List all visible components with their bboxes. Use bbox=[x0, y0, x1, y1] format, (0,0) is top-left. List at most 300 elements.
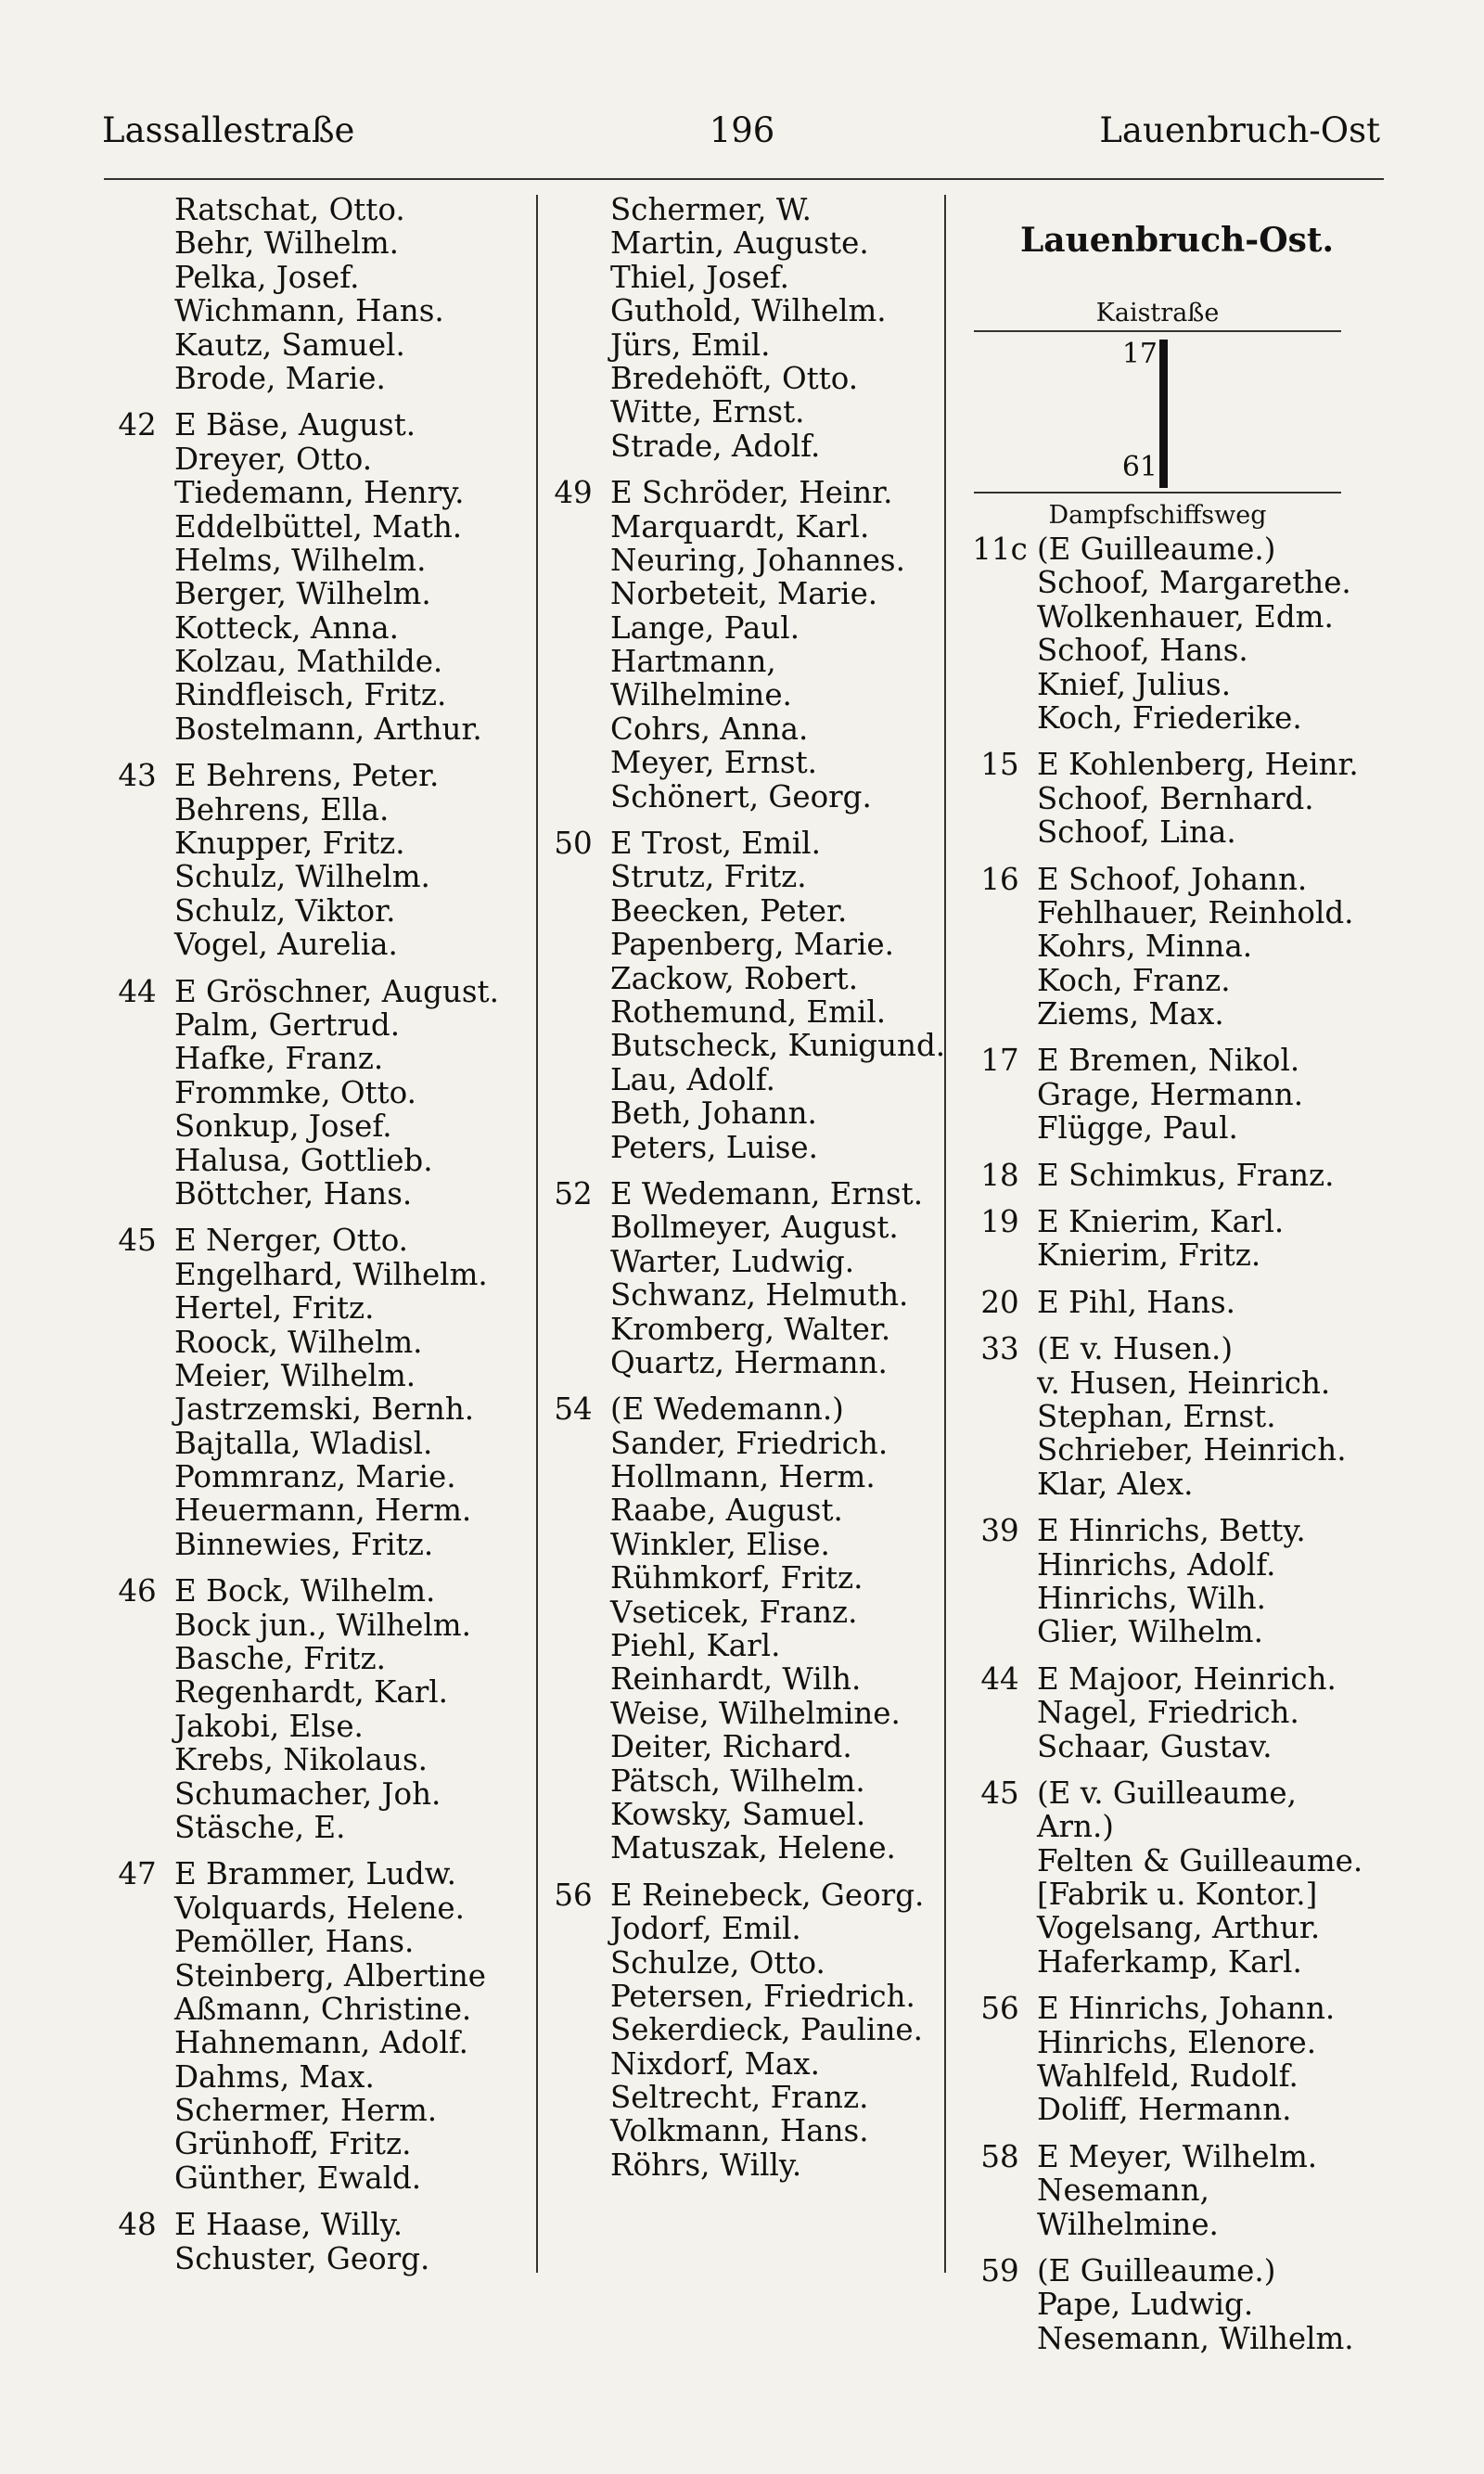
resident-name: Wolkenhauer, Edm. bbox=[1037, 598, 1334, 635]
house-number bbox=[536, 1131, 610, 1164]
page-number: 196 bbox=[709, 110, 775, 150]
house-number bbox=[536, 2047, 610, 2081]
directory-entry bbox=[100, 408, 536, 442]
house-number bbox=[963, 1878, 1037, 1911]
house-number bbox=[536, 328, 610, 362]
resident-name: Neuring, Johannes. bbox=[610, 542, 905, 578]
resident-name: Kotteck, Anna. bbox=[174, 609, 399, 646]
directory-entry bbox=[100, 1959, 536, 1993]
resident-name: Schoof, Hans. bbox=[1037, 633, 1248, 669]
directory-entry bbox=[100, 1811, 536, 1844]
directory-entry bbox=[100, 611, 536, 645]
resident-name: Schuster, Georg. bbox=[174, 2240, 430, 2276]
resident-name: Hafke, Franz. bbox=[174, 1041, 384, 1077]
house-number bbox=[963, 1945, 1037, 1979]
resident-name: Röhrs, Willy. bbox=[610, 2147, 802, 2183]
resident-name: Sonkup, Josef. bbox=[174, 1109, 392, 1145]
directory-entry bbox=[963, 1992, 1391, 2025]
resident-name: Rühmkorf, Fritz. bbox=[610, 1560, 864, 1596]
resident-name: Brode, Marie. bbox=[174, 360, 386, 396]
directory-entry bbox=[536, 1764, 963, 1798]
house-number: 20 bbox=[980, 1284, 1019, 1320]
resident-name: E Schröder, Heinr. bbox=[610, 475, 893, 511]
resident-name: Schumacher, Joh. bbox=[174, 1775, 441, 1812]
directory-entry bbox=[100, 2060, 536, 2094]
house-number bbox=[536, 928, 610, 961]
directory-entry bbox=[963, 1878, 1391, 1911]
house-number bbox=[100, 678, 174, 711]
resident-name: Wichmann, Hans. bbox=[174, 293, 444, 329]
house-number bbox=[536, 1662, 610, 1696]
directory-entry bbox=[100, 2208, 536, 2241]
house-number bbox=[536, 1697, 610, 1730]
house-number: 33 bbox=[980, 1331, 1019, 1367]
resident-name: Koch, Franz. bbox=[1037, 962, 1231, 998]
house-number bbox=[536, 544, 610, 577]
house-number: 18 bbox=[980, 1157, 1019, 1193]
resident-name: Piehl, Karl. bbox=[610, 1628, 781, 1664]
house-number bbox=[100, 1642, 174, 1675]
directory-entry bbox=[963, 1332, 1391, 1365]
directory-entry bbox=[100, 928, 536, 961]
directory-entry bbox=[963, 896, 1391, 929]
house-number bbox=[100, 1925, 174, 1958]
resident-name: Knierim, Fritz. bbox=[1037, 1237, 1261, 1274]
directory-entry bbox=[963, 1514, 1391, 1547]
resident-name: Kolzau, Mathilde. bbox=[174, 644, 443, 680]
resident-name: Nesemann, bbox=[1037, 2173, 1209, 2209]
directory-entry bbox=[963, 1945, 1391, 1979]
resident-name: E Trost, Emil. bbox=[610, 826, 821, 862]
section-rule-2 bbox=[974, 492, 1341, 494]
directory-entry bbox=[100, 577, 536, 610]
house-number bbox=[536, 226, 610, 260]
directory-entry bbox=[100, 827, 536, 860]
directory-entry bbox=[963, 1844, 1391, 1878]
resident-name: Beth, Johann. bbox=[610, 1096, 817, 1132]
resident-name: Berger, Wilhelm. bbox=[174, 576, 431, 612]
resident-name: Kromberg, Walter. bbox=[610, 1311, 891, 1347]
house-number bbox=[963, 1911, 1037, 1944]
range-from: 17 bbox=[1121, 338, 1158, 370]
directory-entry bbox=[536, 928, 963, 961]
directory-entry bbox=[536, 429, 963, 463]
house-number: 45 bbox=[980, 1775, 1019, 1811]
resident-name: Hartmann, bbox=[610, 644, 776, 680]
house-number bbox=[536, 611, 610, 645]
resident-name: Knief, Julius. bbox=[1037, 666, 1232, 702]
house-number bbox=[536, 1211, 610, 1244]
directory-entry bbox=[100, 1675, 536, 1709]
house-number bbox=[100, 1427, 174, 1460]
directory-entry bbox=[100, 328, 536, 362]
house-number bbox=[100, 2161, 174, 2195]
directory-entry bbox=[100, 1291, 536, 1325]
directory-entry bbox=[536, 294, 963, 327]
resident-name: E Schoof, Johann. bbox=[1037, 861, 1308, 897]
directory-entry bbox=[963, 2173, 1391, 2207]
resident-name: E Hinrichs, Betty. bbox=[1037, 1513, 1306, 1549]
directory-entry bbox=[536, 1096, 963, 1130]
resident-name: Eddelbüttel, Math. bbox=[174, 508, 463, 545]
house-number bbox=[963, 2288, 1037, 2321]
house-number: 56 bbox=[554, 1877, 593, 1913]
directory-entry bbox=[100, 1224, 536, 1257]
directory-entry bbox=[963, 1286, 1391, 1319]
directory-entry bbox=[536, 1528, 963, 1561]
directory-entry bbox=[963, 1615, 1391, 1648]
house-number bbox=[536, 362, 610, 395]
house-number bbox=[100, 193, 174, 226]
directory-entry bbox=[536, 226, 963, 260]
column-1 bbox=[100, 193, 536, 2275]
directory-entry bbox=[536, 1313, 963, 1346]
house-number bbox=[963, 1366, 1037, 1400]
house-number bbox=[963, 929, 1037, 963]
column-3 bbox=[963, 532, 1391, 2355]
house-number bbox=[100, 611, 174, 645]
directory-entry bbox=[100, 476, 536, 509]
house-number bbox=[100, 1392, 174, 1426]
directory-entry bbox=[536, 193, 963, 226]
directory-entry bbox=[963, 2288, 1391, 2321]
house-number bbox=[100, 1993, 174, 2026]
house-number bbox=[100, 712, 174, 746]
resident-name: E Nerger, Otto. bbox=[174, 1223, 409, 1259]
house-number bbox=[100, 226, 174, 260]
house-number bbox=[100, 2242, 174, 2275]
resident-name: Roock, Wilhelm. bbox=[174, 1324, 423, 1360]
directory-entry bbox=[536, 712, 963, 746]
directory-entry bbox=[536, 1831, 963, 1865]
house-number: 11c bbox=[972, 532, 1028, 567]
directory-entry bbox=[963, 1911, 1391, 1944]
directory-entry bbox=[100, 1777, 536, 1811]
directory-entry bbox=[100, 2161, 536, 2195]
resident-name: (E Wedemann.) bbox=[610, 1391, 844, 1428]
resident-name: (E Guilleaume.) bbox=[1037, 2252, 1276, 2288]
resident-name: E Reinebeck, Georg. bbox=[610, 1877, 925, 1913]
house-number bbox=[536, 780, 610, 814]
resident-name: Lange, Paul. bbox=[610, 609, 800, 646]
directory-entry bbox=[536, 510, 963, 544]
directory-entry bbox=[100, 1891, 536, 1925]
house-number bbox=[963, 1078, 1037, 1111]
house-number bbox=[100, 793, 174, 827]
house-number: 54 bbox=[554, 1391, 593, 1428]
house-number bbox=[536, 261, 610, 294]
house-number: 58 bbox=[980, 2138, 1019, 2174]
directory-entry bbox=[963, 1111, 1391, 1145]
house-number bbox=[100, 1811, 174, 1844]
directory-entry bbox=[963, 2026, 1391, 2059]
house-number bbox=[536, 1029, 610, 1062]
directory-entry bbox=[100, 1392, 536, 1426]
resident-name: Strade, Adolf. bbox=[610, 428, 821, 464]
resident-name: Jastrzemski, Bernh. bbox=[174, 1391, 475, 1428]
directory-entry bbox=[536, 1493, 963, 1527]
house-number bbox=[536, 395, 610, 429]
resident-name: Schoof, Bernhard. bbox=[1037, 780, 1314, 816]
resident-name: Halusa, Gottlieb. bbox=[174, 1142, 433, 1178]
directory-entry bbox=[963, 2140, 1391, 2173]
resident-name: Frommke, Otto. bbox=[174, 1074, 416, 1110]
directory-entry bbox=[536, 645, 963, 678]
directory-entry bbox=[100, 1493, 536, 1527]
directory-entry bbox=[963, 566, 1391, 599]
resident-name: v. Husen, Heinrich. bbox=[1037, 1365, 1331, 1401]
house-number: 44 bbox=[118, 973, 157, 1009]
directory-entry bbox=[963, 815, 1391, 849]
range-to: 61 bbox=[1121, 451, 1158, 483]
directory-entry bbox=[963, 1582, 1391, 1615]
directory-entry bbox=[536, 1980, 963, 2013]
directory-entry bbox=[100, 2026, 536, 2059]
directory-entry bbox=[100, 2094, 536, 2127]
directory-entry bbox=[963, 2093, 1391, 2126]
house-number bbox=[536, 678, 610, 711]
resident-name: Cohrs, Anna. bbox=[610, 711, 809, 747]
directory-entry bbox=[963, 748, 1391, 781]
resident-name: Ratschat, Otto. bbox=[174, 192, 405, 227]
resident-name: Jakobi, Else. bbox=[174, 1708, 364, 1744]
directory-entry bbox=[100, 678, 536, 711]
directory-entry bbox=[963, 532, 1391, 566]
resident-name: Basche, Fritz. bbox=[174, 1641, 386, 1677]
house-number bbox=[100, 1710, 174, 1743]
directory-entry bbox=[963, 1078, 1391, 1111]
house-number bbox=[536, 577, 610, 610]
resident-name: Palm, Gertrud. bbox=[174, 1006, 401, 1043]
house-number bbox=[963, 896, 1037, 929]
resident-name: Nagel, Friedrich. bbox=[1037, 1695, 1299, 1731]
directory-entry bbox=[100, 975, 536, 1008]
resident-name: Schulze, Otto. bbox=[610, 1944, 825, 1980]
resident-name: Wilhelmine. bbox=[1037, 2206, 1219, 2242]
resident-name: Helms, Wilhelm. bbox=[174, 542, 427, 578]
resident-name: Pätsch, Wilhelm. bbox=[610, 1763, 865, 1799]
house-number bbox=[100, 2127, 174, 2160]
section-kaistrasse: Kaistraße bbox=[1095, 299, 1220, 327]
directory-entry bbox=[536, 860, 963, 893]
directory-entry bbox=[100, 510, 536, 544]
directory-entry bbox=[100, 1528, 536, 1561]
directory-entry bbox=[100, 1460, 536, 1493]
resident-name: Seltrecht, Franz. bbox=[610, 2080, 869, 2116]
house-number bbox=[963, 1468, 1037, 1501]
resident-name: Kohrs, Minna. bbox=[1037, 929, 1253, 965]
directory-entry bbox=[536, 2013, 963, 2046]
resident-name: Papenberg, Marie. bbox=[610, 927, 894, 963]
directory-entry bbox=[963, 964, 1391, 997]
directory-entry bbox=[963, 1468, 1391, 1501]
directory-entry bbox=[963, 600, 1391, 634]
resident-name: Stäsche, E. bbox=[174, 1809, 346, 1845]
resident-name: Bollmeyer, August. bbox=[610, 1210, 899, 1246]
house-number bbox=[100, 2094, 174, 2127]
house-number bbox=[963, 634, 1037, 667]
house-number bbox=[536, 1460, 610, 1493]
resident-name: E Knierim, Karl. bbox=[1037, 1204, 1285, 1240]
resident-name: Raabe, August. bbox=[610, 1493, 843, 1529]
directory-entry bbox=[536, 577, 963, 610]
house-number bbox=[100, 645, 174, 678]
directory-entry bbox=[100, 1427, 536, 1460]
house-number bbox=[100, 261, 174, 294]
house-number bbox=[100, 1959, 174, 1993]
resident-name: Martin, Auguste. bbox=[610, 225, 869, 262]
resident-name: Grünhoff, Fritz. bbox=[174, 2126, 412, 2162]
resident-name: Schulz, Viktor. bbox=[174, 892, 396, 929]
resident-name: Pelka, Josef. bbox=[174, 259, 360, 295]
resident-name: Bredehöft, Otto. bbox=[610, 360, 859, 396]
directory-entry bbox=[536, 362, 963, 395]
resident-name: (E v. Husen.) bbox=[1037, 1331, 1234, 1367]
house-number bbox=[963, 2059, 1037, 2093]
resident-name: Felten & Guilleaume. bbox=[1037, 1842, 1363, 1878]
house-number bbox=[963, 1615, 1037, 1648]
directory-entry bbox=[963, 2322, 1391, 2355]
house-number bbox=[963, 566, 1037, 599]
resident-name: Reinhardt, Wilh. bbox=[610, 1661, 862, 1698]
house-number bbox=[963, 1810, 1037, 1843]
resident-name: Hinrichs, Adolf. bbox=[1037, 1546, 1276, 1583]
directory-entry bbox=[100, 1042, 536, 1075]
directory-entry bbox=[963, 1730, 1391, 1763]
resident-name: Witte, Ernst. bbox=[610, 394, 805, 430]
directory-entry bbox=[536, 2148, 963, 2182]
section-rule-1 bbox=[974, 330, 1341, 332]
directory-entry bbox=[100, 226, 536, 260]
house-number: 39 bbox=[980, 1513, 1019, 1549]
directory-entry bbox=[100, 544, 536, 577]
house-number bbox=[100, 577, 174, 610]
directory-entry bbox=[963, 1044, 1391, 1077]
directory-entry bbox=[963, 2208, 1391, 2241]
resident-name: Vseticek, Franz. bbox=[610, 1594, 858, 1630]
directory-entry bbox=[963, 1238, 1391, 1272]
resident-name: Schaar, Gustav. bbox=[1037, 1728, 1273, 1764]
directory-entry bbox=[963, 1205, 1391, 1238]
directory-entry bbox=[536, 1912, 963, 1945]
resident-name: Aßmann, Christine. bbox=[174, 1991, 472, 2027]
resident-name: Stephan, Ernst. bbox=[1037, 1398, 1276, 1434]
resident-name: [Fabrik u. Kontor.] bbox=[1037, 1877, 1318, 1913]
resident-name: Flügge, Paul. bbox=[1037, 1110, 1238, 1147]
resident-name: Meyer, Ernst. bbox=[610, 745, 817, 781]
house-number bbox=[536, 510, 610, 544]
house-number bbox=[963, 2173, 1037, 2207]
directory-entry bbox=[100, 759, 536, 792]
resident-name: Böttcher, Hans. bbox=[174, 1175, 413, 1211]
resident-name: Winkler, Elise. bbox=[610, 1526, 830, 1562]
house-number bbox=[536, 962, 610, 995]
house-number bbox=[100, 1258, 174, 1291]
directory-entry bbox=[100, 261, 536, 294]
directory-entry bbox=[536, 1211, 963, 1244]
resident-name: E Meyer, Wilhelm. bbox=[1037, 2138, 1318, 2174]
directory-entry bbox=[100, 1609, 536, 1642]
resident-name: Jodorf, Emil. bbox=[610, 1911, 801, 1947]
house-number bbox=[100, 1326, 174, 1359]
house-number: 48 bbox=[118, 2207, 157, 2243]
house-number bbox=[963, 1844, 1037, 1878]
header-rule bbox=[104, 178, 1384, 180]
directory-entry bbox=[100, 193, 536, 226]
house-number bbox=[963, 964, 1037, 997]
resident-name: Glier, Wilhelm. bbox=[1037, 1614, 1263, 1650]
resident-name: E Kohlenberg, Heinr. bbox=[1037, 747, 1359, 783]
resident-name: Regenhardt, Karl. bbox=[174, 1674, 448, 1711]
house-number bbox=[100, 1042, 174, 1075]
resident-name: Klar, Alex. bbox=[1037, 1466, 1194, 1502]
resident-name: Behrens, Ella. bbox=[174, 791, 390, 827]
directory-entry bbox=[536, 1730, 963, 1763]
house-number bbox=[963, 1238, 1037, 1272]
resident-name: Bostelmann, Arthur. bbox=[174, 711, 482, 747]
house-number bbox=[536, 1096, 610, 1130]
house-number bbox=[536, 746, 610, 779]
directory-entry bbox=[100, 1109, 536, 1143]
directory-entry bbox=[536, 2081, 963, 2114]
resident-name: Hahnemann, Adolf. bbox=[174, 2025, 468, 2061]
house-number: 47 bbox=[118, 1856, 157, 1892]
house-number bbox=[536, 1764, 610, 1798]
resident-name: E Bremen, Nikol. bbox=[1037, 1043, 1300, 1079]
house-number: 16 bbox=[980, 861, 1019, 897]
resident-name: Zackow, Robert. bbox=[610, 960, 859, 996]
resident-name: Schermer, W. bbox=[610, 192, 812, 227]
house-number bbox=[536, 1596, 610, 1629]
house-number: 56 bbox=[980, 1991, 1019, 2027]
resident-name: Quartz, Hermann. bbox=[610, 1344, 888, 1380]
directory-entry bbox=[100, 1925, 536, 1958]
resident-name: Steinberg, Albertine bbox=[174, 1957, 486, 1993]
resident-name: E Behrens, Peter. bbox=[174, 758, 440, 794]
street-title: Lauenbruch-Ost. bbox=[1019, 221, 1335, 260]
directory-entry bbox=[100, 442, 536, 476]
directory-entry bbox=[536, 1131, 963, 1164]
directory-entry bbox=[536, 1029, 963, 1062]
resident-name: Haferkamp, Karl. bbox=[1037, 1943, 1302, 1980]
house-number bbox=[536, 1946, 610, 1980]
house-number bbox=[536, 1561, 610, 1595]
house-number bbox=[100, 1493, 174, 1527]
house-number bbox=[100, 1109, 174, 1143]
range-bar bbox=[1159, 340, 1168, 488]
resident-name: Engelhard, Wilhelm. bbox=[174, 1256, 488, 1292]
house-number: 44 bbox=[980, 1660, 1019, 1697]
resident-name: Arn.) bbox=[1037, 1809, 1114, 1845]
resident-name: E Haase, Willy. bbox=[174, 2207, 403, 2243]
house-number: 43 bbox=[118, 758, 157, 794]
directory-entry bbox=[100, 894, 536, 928]
directory-entry bbox=[963, 1366, 1391, 1400]
house-number bbox=[100, 1076, 174, 1109]
resident-name: E Wedemann, Ernst. bbox=[610, 1175, 924, 1211]
house-number: 52 bbox=[554, 1175, 593, 1211]
directory-entry bbox=[963, 1810, 1391, 1843]
resident-name: Matuszak, Helene. bbox=[610, 1830, 896, 1866]
directory-entry bbox=[100, 2127, 536, 2160]
directory-entry bbox=[536, 780, 963, 814]
house-number bbox=[100, 510, 174, 544]
resident-name: Knupper, Fritz. bbox=[174, 826, 405, 862]
house-number bbox=[963, 1400, 1037, 1433]
house-number bbox=[100, 442, 174, 476]
directory-entry bbox=[536, 1878, 963, 1912]
resident-name: Schoof, Margarethe. bbox=[1037, 565, 1351, 601]
